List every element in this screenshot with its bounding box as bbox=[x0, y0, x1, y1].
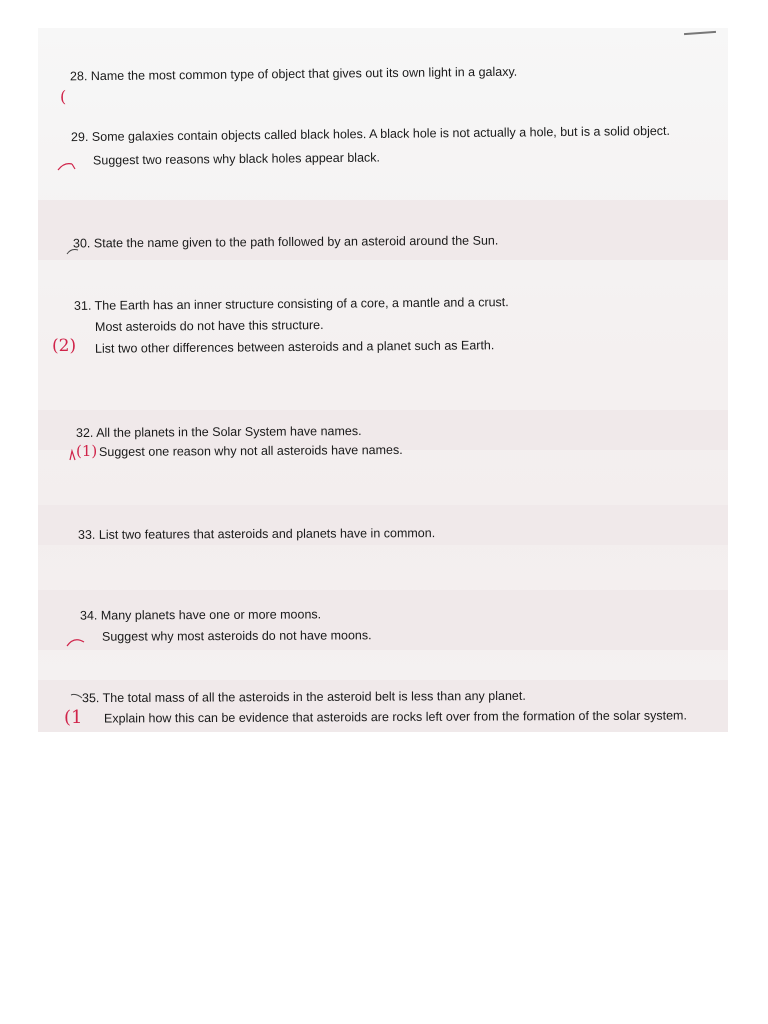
question-35-line2: Explain how this can be evidence that asteroids are rocks left over from the formation of the solar system. bbox=[103, 708, 687, 726]
mark-q31: (2) bbox=[52, 336, 77, 356]
pen-mark-q32 bbox=[68, 448, 78, 462]
pen-mark-q34 bbox=[64, 634, 88, 648]
question-29: 29. Some galaxies contain objects called black holes. A black hole is not actually a hole, but is a solid object. bbox=[70, 123, 671, 145]
question-31-line3: List two other differences between asteroids and a planet such as Earth. bbox=[94, 338, 495, 356]
question-32: 32. All the planets in the Solar System have names. bbox=[75, 424, 362, 440]
shaded-band bbox=[38, 200, 728, 260]
question-33: 33. List two features that asteroids and planets have in common. bbox=[77, 526, 436, 542]
question-31: 31. The Earth has an inner structure consisting of a core, a mantle and a crust. bbox=[73, 295, 509, 313]
question-29-line2: Suggest two reasons why black holes appear black. bbox=[92, 150, 381, 168]
pen-mark-q29 bbox=[56, 160, 78, 172]
question-31-line2: Most asteroids do not have this structure. bbox=[94, 318, 324, 334]
question-30: 30. State the name given to the path followed by an asteroid around the Sun. bbox=[72, 233, 499, 251]
mark-q35: (1 bbox=[64, 707, 83, 728]
question-35: 35. The total mass of all the asteroids in the asteroid belt is less than any planet. bbox=[81, 688, 526, 706]
question-34-line2: Suggest why most asteroids do not have moons. bbox=[101, 628, 372, 644]
mark-q32: (1) bbox=[76, 442, 98, 460]
question-32-line2: Suggest one reason why not all asteroids have names. bbox=[98, 442, 403, 460]
pen-mark-q35 bbox=[70, 692, 84, 702]
question-34: 34. Many planets have one or more moons. bbox=[79, 607, 322, 623]
mark-q28: ( bbox=[60, 87, 67, 106]
pen-mark-q30 bbox=[66, 246, 80, 256]
question-28: 28. Name the most common type of object that gives out its own light in a galaxy. bbox=[69, 64, 518, 84]
